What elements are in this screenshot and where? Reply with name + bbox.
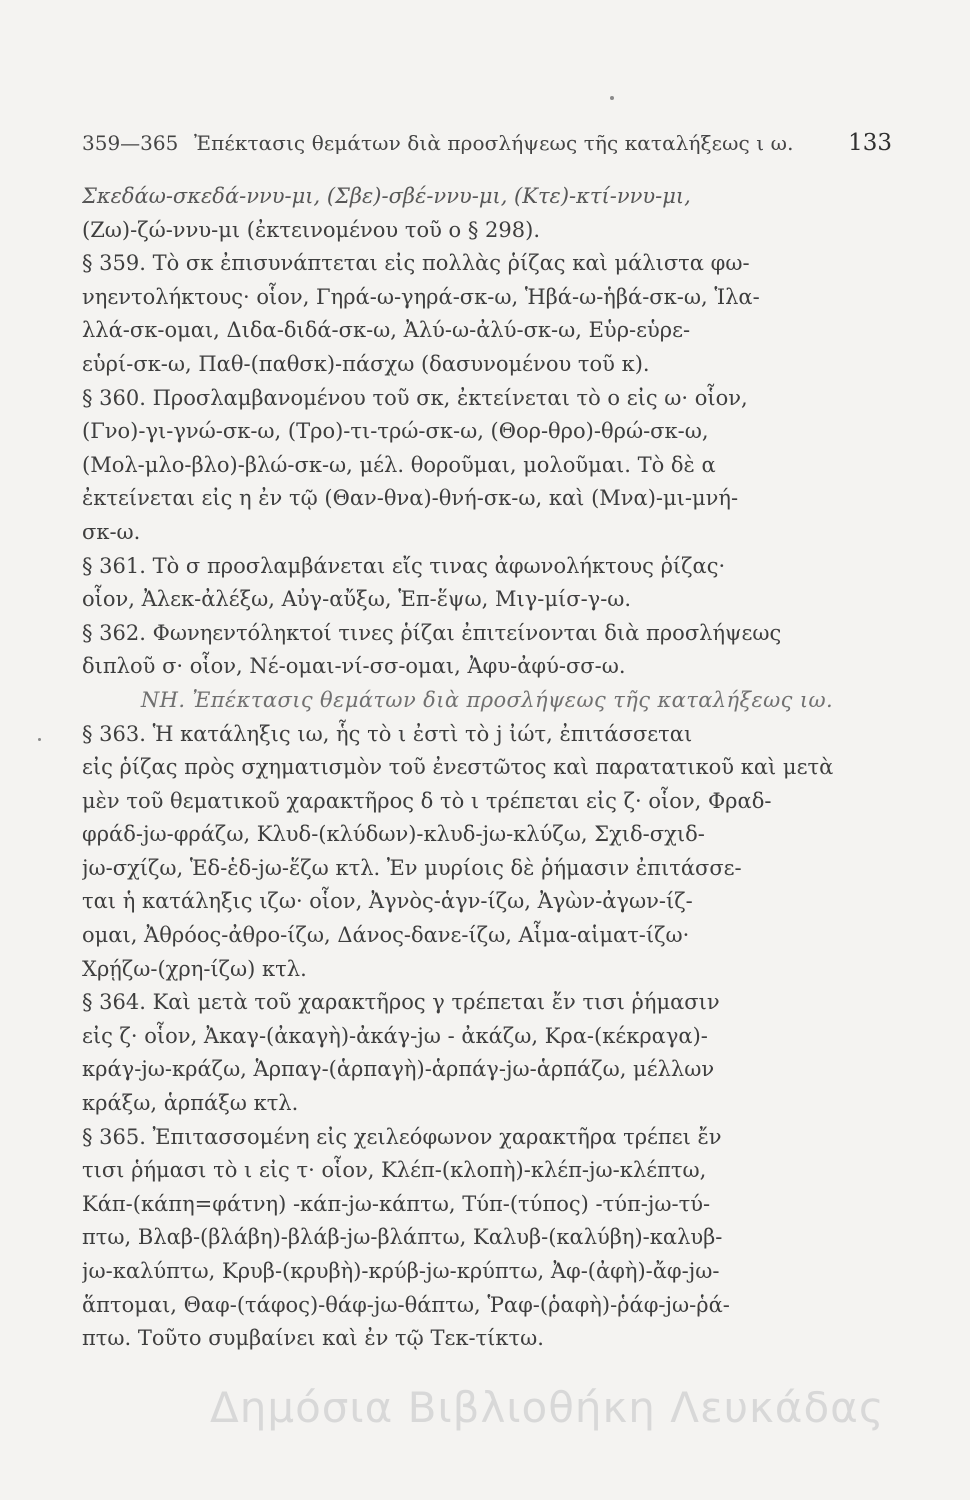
text-line: ἅπτομαι, Θαφ-(τάφος)-θάφ-jω-θάπτω, Ῥαφ-(ῥαφὴ)-ῥάφ-jω-ῥά-	[82, 1292, 730, 1317]
section-heading: ΝΗ. Ἐπέκτασις θεμάτων διὰ προσλήψεως τῆς καταλήξεως ιω.	[140, 687, 834, 712]
text-line: διπλοῦ σ· οἷον, Νέ-ομαι-νί-σσ-ομαι, Ἀφυ-ἀφύ-σσ-ω.	[82, 654, 626, 679]
body-text	[82, 180, 892, 1356]
paragraph-362: § 362. Φωνηεντόληκτοί τινες ῥίζαι ἐπιτείνονται διὰ προσλήψεως	[82, 620, 782, 645]
text-line: Σκεδάω-σκεδά-ννυ-μι, (Σβε)-σβέ-ννυ-μι, (Κτε)-κτί-ννυ-μι,	[82, 184, 691, 208]
running-head	[82, 126, 892, 160]
text-line: πτω, Βλαβ-(βλάβη)-βλάβ-jω-βλάπτω, Καλυβ-(καλύβη)-καλυβ-	[82, 1225, 723, 1250]
text-line: τισι ῥήμασι τὸ ι εἰς τ· οἷον, Κλέπ-(κλοπὴ)-κλέπ-jω-κλέπτω,	[82, 1158, 707, 1183]
text-line: (Ζω)-ζώ-ννυ-μι (ἐκτεινομένου τοῦ ο § 298).	[82, 217, 541, 242]
running-head-title: Ἐπέκτασις θεμάτων διὰ προσλήψεως τῆς καταλήξεως ι ω.	[194, 131, 794, 155]
text-line: (Γνο)-γι-γνώ-σκ-ω, (Τρο)-τι-τρώ-σκ-ω, (Θορ-θρο)-θρώ-σκ-ω,	[82, 419, 709, 444]
text-line: εἰς ζ· οἷον, Ἀκαγ-(ἀκαγὴ)-ἀκάγ-jω - ἀκάζω, Κρα-(κέκραγα)-	[82, 1023, 708, 1048]
text-line: σκ-ω.	[82, 519, 141, 544]
section-range: 359—365	[82, 131, 179, 155]
ink-speck	[610, 96, 614, 100]
text-line: λλά-σκ-ομαι, Διδα-διδά-σκ-ω, Ἀλύ-ω-ἀλύ-σκ-ω, Εὑρ-εὑρε-	[82, 318, 691, 343]
paragraph-365: § 365. Ἐπιτασσομένη εἰς χειλεόφωνον χαρακτῆρα τρέπει ἔν	[82, 1124, 722, 1149]
paragraph-363: § 363. Ἡ κατάληξις ιω, ἧς τὸ ι ἐστὶ τὸ j ἰώτ, ἐπιτάσσεται	[82, 721, 693, 746]
paragraph-359: § 359. Τὸ σκ ἐπισυνάπτεται εἰς πολλὰς ῥίζας καὶ μάλιστα φω-	[82, 251, 750, 276]
text-line: Κάπ-(κάπη=φάτνη) -κάπ-jω-κάπτω, Τύπ-(τύπος) -τύπ-jω-τύ-	[82, 1191, 711, 1216]
text-line: φράδ-jω-φράζω, Κλυδ-(κλύδων)-κλυδ-jω-κλύζω, Σχιδ-σχιδ-	[82, 822, 705, 847]
text-line: ται ἡ κατάληξις ιζω· οἷον, Ἀγνὸς-ἁγν-ίζω, Ἀγὼν-ἀγων-ίζ-	[82, 889, 693, 914]
text-line: μὲν τοῦ θεματικοῦ χαρακτῆρος δ τὸ ι τρέπεται εἰς ζ· οἷον, Φραδ-	[82, 788, 772, 813]
text-line: jω-καλύπτω, Κρυβ-(κρυβὴ)-κρύβ-jω-κρύπτω, Ἀφ-(ἀφὴ)-ἄφ-jω-	[82, 1259, 720, 1283]
text-line: νηεντολήκτους· οἷον, Γηρά-ω-γηρά-σκ-ω, Ἡβά-ω-ἡβά-σκ-ω, Ἱλα-	[82, 284, 760, 309]
paragraph-364: § 364. Καὶ μετὰ τοῦ χαρακτῆρος γ τρέπεται ἔν τισι ῥήμασιν	[82, 990, 720, 1015]
text-line: ομαι, Ἀθρόος-ἀθρο-ίζω, Δάνος-δανε-ίζω, Αἷμα-αἱματ-ίζω·	[82, 923, 690, 948]
text-line: πτω. Τοῦτο συμβαίνει καὶ ἐν τῷ Τεκ-τίκτω.	[82, 1326, 544, 1351]
paragraph-360: § 360. Προσλαμβανομένου τοῦ σκ, ἐκτείνεται τὸ ο εἰς ω· οἷον,	[82, 385, 748, 410]
text-line: Χρῄζω-(χρη-ίζω) κτλ.	[82, 956, 307, 981]
text-line: κράξω, ἁρπάξω κτλ.	[82, 1091, 299, 1116]
text-line: ἐκτείνεται εἰς η ἐν τῷ (Θαν-θνα)-θνή-σκ-ω, καὶ (Μνα)-μι-μνή-	[82, 486, 739, 511]
paragraph-361: § 361. Τὸ σ προσλαμβάνεται εἴς τινας ἀφωνολήκτους ῥίζας·	[82, 553, 726, 578]
text-line: jω-σχίζω, Ἑδ-ἑδ-jω-ἕζω κτλ. Ἐν μυρίοις δὲ ῥήμασιν ἐπιτάσσε-	[82, 855, 742, 880]
text-line: οἷον, Ἀλεκ-ἀλέξω, Αὐγ-αὔξω, Ἑπ-ἕψω, Μιγ-μίσ-γ-ω.	[82, 587, 632, 612]
text-line: (Μολ-μλο-βλο)-βλώ-σκ-ω, μέλ. θοροῦμαι, μολοῦμαι. Τὸ δὲ α	[82, 452, 716, 477]
text-line: εἰς ῥίζας πρὸς σχηματισμὸν τοῦ ἐνεστῶτος καὶ παρατατικοῦ καὶ μετὰ	[82, 755, 834, 780]
ink-speck	[38, 738, 41, 741]
page-number: 133	[848, 130, 892, 156]
text-line: εὑρί-σκ-ω, Παθ-(παθσκ)-πάσχω (δασυνομένου τοῦ κ).	[82, 351, 650, 376]
library-watermark: Δημόσια Βιβλιοθήκη Λευκάδας	[210, 1383, 885, 1432]
text-line: κράγ-jω-κράζω, Ἁρπαγ-(ἁρπαγὴ)-ἁρπάγ-jω-ἁρπάζω, μέλλων	[82, 1057, 715, 1082]
